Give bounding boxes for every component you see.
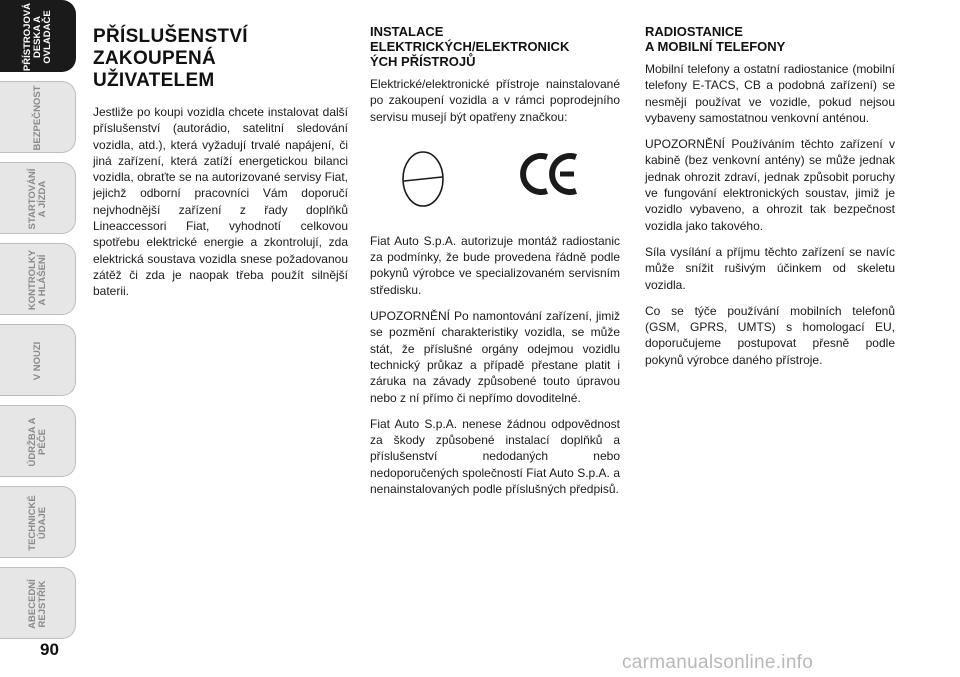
- tab-technicke-udaje[interactable]: [0, 486, 76, 558]
- tab-pristrojova-deska[interactable]: [0, 0, 76, 72]
- tab-v-nouzi[interactable]: [0, 324, 76, 396]
- tab-label: KONTROLKY A HLÁŠENÍ: [27, 249, 48, 311]
- tab-label: STARTOVÁNÍ A JÍZDA: [27, 168, 48, 230]
- section-title: PŘÍSLUŠENSTVÍ ZAKOUPENÁ UŽIVATELEM: [93, 26, 248, 91]
- watermark: carmanualsonline.info: [622, 652, 814, 673]
- warning-paragraph: UPOZORNĚNÍ Používáním těchto zařízení v kabině (bez venkovní antény) se může jednak jednak ohrozit zdraví, jednak způsobit poruchy ve fungování elektronických soustav, jimiž je vozidlo vybaveno, a ohrozit tak bezpečnost vozidla jako takového.: [645, 137, 895, 233]
- tab-label: ABECEDNÍ REJSTŘÍK: [27, 579, 48, 629]
- column-accessories: [93, 24, 348, 310]
- section-title: RADIOSTANICE A MOBILNÍ TELEFONY: [645, 24, 786, 54]
- section-tabs: [0, 0, 76, 640]
- tab-label: PŘÍSTROJOVÁ DESKA A OVLADAČE: [22, 2, 53, 72]
- tab-label: TECHNICKÉ ÚDAJE: [27, 495, 48, 551]
- page-number: 90: [40, 640, 59, 659]
- tab-label: ÚDRŽBA A PÉČE: [27, 417, 48, 467]
- tab-rejstrik[interactable]: [0, 567, 76, 639]
- paragraph: Elektrické/elektronické přístroje nainstalované po zakoupení vozidla a v rámci poprodejního servisu musejí být opatřeny značkou:: [370, 77, 620, 124]
- paragraph: Fiat Auto S.p.A. autorizuje montáž radiostanic za podmínky, že bude provedena řádně podle pokynů výrobce ve specializovaném servisním středisku.: [370, 233, 620, 297]
- certification-marks: [370, 135, 620, 227]
- paragraph: Fiat Auto S.p.A. nenese žádnou odpovědnost za škody způsobené instalací doplňků a příslušenství nedodaných nebo nedoporučených společností Fiat Auto S.p.A. a nenainstalovaných podle příslušných předpisů.: [370, 416, 620, 497]
- ce-mark-icon: [520, 149, 582, 199]
- tab-label: BEZPEČNOST: [32, 85, 43, 151]
- tab-label: V NOUZI: [32, 341, 43, 381]
- tab-udrzba[interactable]: [0, 405, 76, 477]
- paragraph: Mobilní telefony a ostatní radiostanice (mobilní telefony E-TACS, CB a podobná zařízení) se nesmějí používat ve vozidle, pokud nejsou vybaveny samostatnou venkovní anténou.: [645, 62, 895, 125]
- e-mark-icon: [400, 149, 446, 209]
- tab-bezpecnost[interactable]: [0, 81, 76, 153]
- tab-kontrolky[interactable]: [0, 243, 76, 315]
- tab-startovani[interactable]: [0, 162, 76, 234]
- paragraph: Jestliže po koupi vozidla chcete instalovat další příslušenství (autorádio, satelitní sledování vozidla, atd.), která vyžadují trvalé napájení, či jiná zařízení, která zatíží energetickou bilanci vozidla, obraťte se na autorizované servisy Fiat, jejichž odborní pracovníci Vám doporučí nejvhodnější zařízení z řady doplňků Lineaccessori Fiat, vyhodnotí celkovou spotřebu elektrické energie a zkontrolují, zda elektrická soustava vozidla snese požadovanou zátěž či zda je naopak třeba použít silnější baterii.: [93, 105, 348, 299]
- paragraph: Síla vysílání a příjmu těchto zařízení se navíc může snížit rušivým účinkem od skeletu vozidla.: [645, 244, 895, 292]
- column-installation: [370, 24, 620, 507]
- warning-paragraph: UPOZORNĚNÍ Po namontování zařízení, jimiž se pozmění charakteristiky vozidla, se může stát, že příslušné orgány odejmou vozidlu technický průkaz a případě přestane platit i záruka na závady způsobené touto úpravou nebo z ní přímo či nepřímo dovoditelné.: [370, 309, 620, 405]
- section-title: INSTALACE ELEKTRICKÝCH/ELEKTRONICK ÝCH PŘÍSTROJŮ: [370, 24, 570, 69]
- column-radio-phones: [645, 24, 895, 378]
- paragraph: Co se týče používání mobilních telefonů (GSM, GPRS, UMTS) s homologací EU, doporučujeme postupovat přesně podle pokynů výrobce daného přístroje.: [645, 303, 895, 367]
